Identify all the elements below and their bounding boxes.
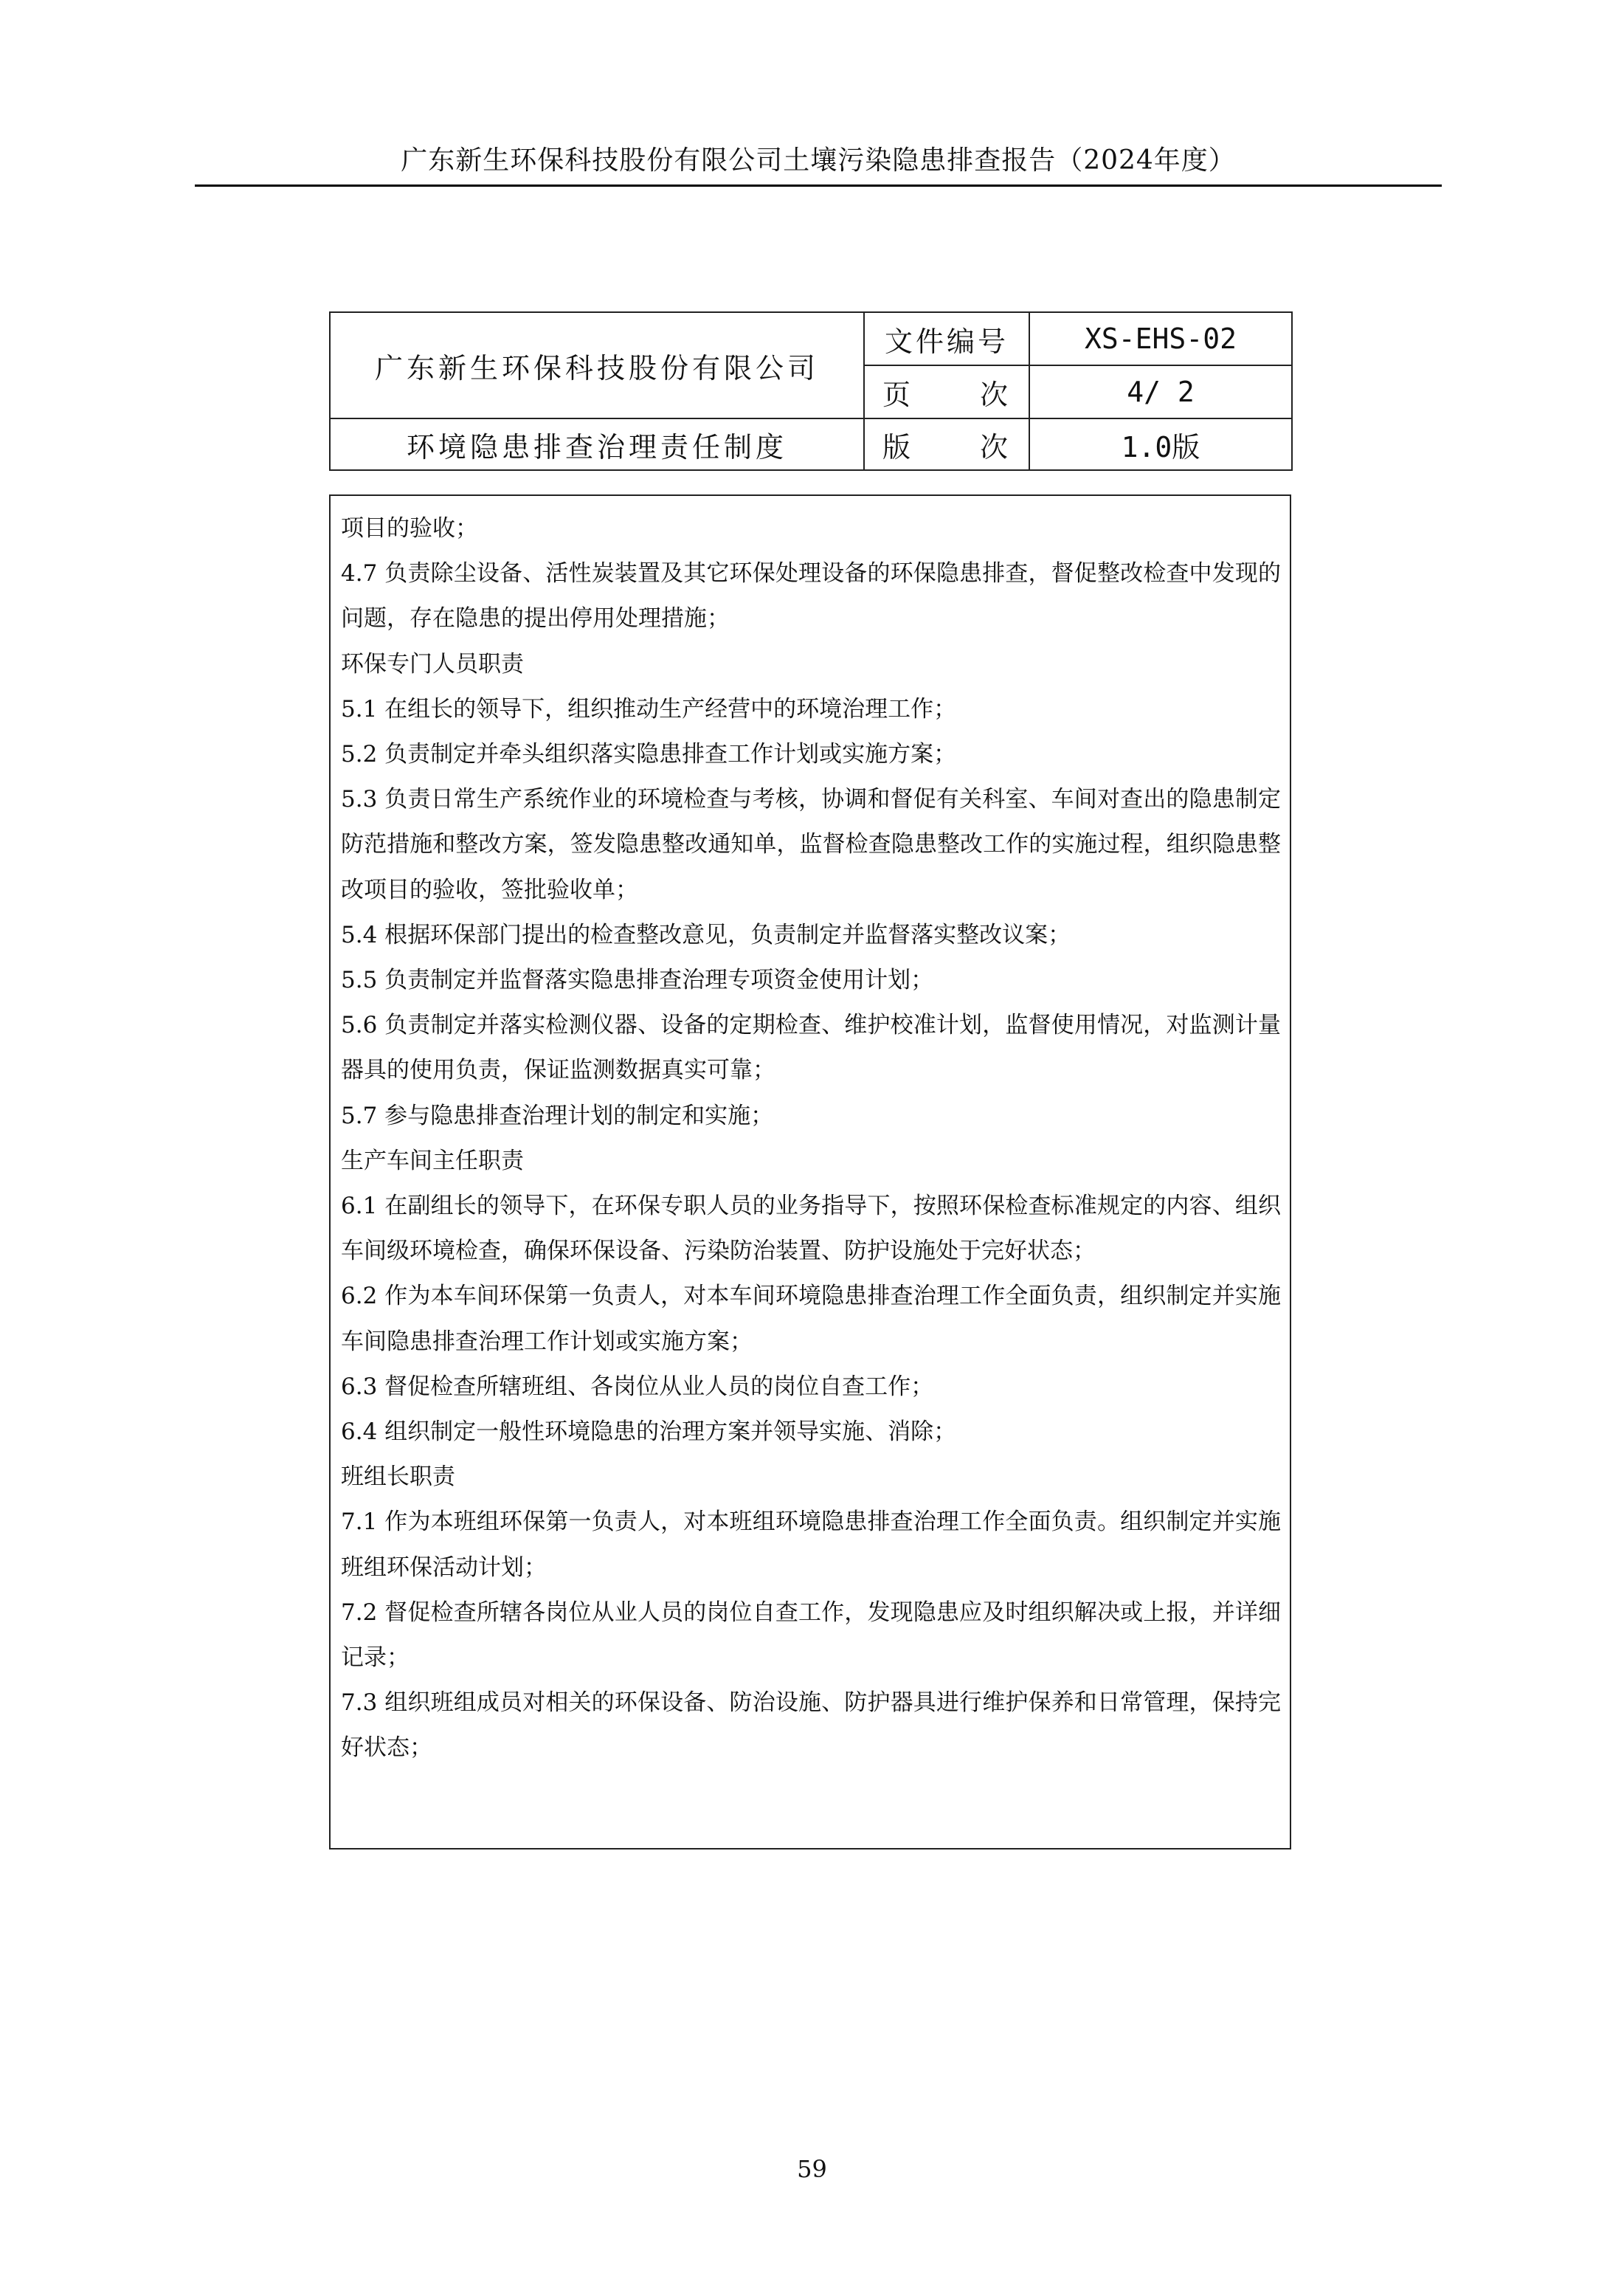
content-paragraph: 6.4 组织制定一般性环境隐患的治理方案并领导实施、消除； xyxy=(341,1418,957,1446)
content-paragraph: 7.2 督促检查所辖各岗位从业人员的岗位自查工作，发现隐患应及时组织解决或上报，并详细记录； xyxy=(341,1599,1281,1672)
content-paragraph: 5.7 参与隐患排查治理计划的制定和实施； xyxy=(341,1102,774,1129)
content-paragraph: 5.2 负责制定并牵头组织落实隐患排查工作计划或实施方案； xyxy=(341,741,957,768)
content-paragraph: 5.4 根据环保部门提出的检查整改意见，负责制定并监督落实整改议案； xyxy=(341,921,1071,948)
content-paragraph: 7.3 组织班组成员对相关的环保设备、防治设施、防护器具进行维护保养和日常管理，保持完好状态； xyxy=(341,1689,1281,1762)
version-label-part-a: 版 xyxy=(882,430,914,463)
document-title-cell: 环境隐患排查治理责任制度 xyxy=(330,418,864,470)
version-value: 1.0版 xyxy=(1029,418,1292,470)
content-paragraph: 6.3 督促检查所辖班组、各岗位从业人员的岗位自查工作； xyxy=(341,1373,934,1400)
content-paragraph: 6.1 在副组长的领导下，在环保专职人员的业务指导下，按照环保检查标准规定的内容、组织车间级环境检查，确保环保设备、污染防治装置、防护设施处于完好状态； xyxy=(341,1193,1281,1265)
page-value: 4/ 2 xyxy=(1029,365,1292,418)
document-info-table xyxy=(329,311,1293,471)
header-rule xyxy=(195,185,1442,187)
content-paragraph: 项目的验收； xyxy=(341,515,478,542)
version-label xyxy=(864,418,1029,470)
section-heading: 班组长职责 xyxy=(341,1464,455,1491)
page-label-part-a: 页 xyxy=(882,378,914,411)
section-heading: 环保专门人员职责 xyxy=(341,650,524,678)
content-paragraph: 7.1 作为本班组环保第一负责人，对本班组环境隐患排查治理工作全面负责。组织制定并实施班组环保活动计划； xyxy=(341,1509,1281,1581)
content-paragraph: 4.7 负责除尘设备、活性炭装置及其它环保处理设备的环保隐患排查，督促整改检查中发现的问题，存在隐患的提出停用处理措施； xyxy=(341,560,1281,632)
content-paragraph: 5.6 负责制定并落实检测仪器、设备的定期检查、维护校准计划，监督使用情况，对监测计量器具的使用负责，保证监测数据真实可靠； xyxy=(341,1012,1281,1084)
content-paragraph: 5.5 负责制定并监督落实隐患排查治理专项资金使用计划； xyxy=(341,967,934,994)
doc-number-label: 文件编号 xyxy=(864,312,1029,365)
doc-number-value: XS-EHS-02 xyxy=(1029,312,1292,365)
content-paragraph: 6.2 作为本车间环保第一负责人，对本车间环境隐患排查治理工作全面负责，组织制定并实施车间隐患排查治理工作计划或实施方案； xyxy=(341,1283,1281,1355)
content-box xyxy=(329,494,1291,1849)
page-label-part-b: 次 xyxy=(979,378,1011,411)
version-label-part-b: 次 xyxy=(979,430,1011,463)
section-heading: 生产车间主任职责 xyxy=(341,1147,524,1174)
content-paragraph: 5.1 在组长的领导下，组织推动生产经营中的环境治理工作； xyxy=(341,695,957,723)
page-header-title: 广东新生环保科技股份有限公司土壤污染隐患排查报告（2024年度） xyxy=(401,145,1236,176)
content-paragraph: 5.3 负责日常生产系统作业的环境检查与考核，协调和督促有关科室、车间对查出的隐患制定防范措施和整改方案，签发隐患整改通知单，监督检查隐患整改工作的实施过程，组织隐患整改项目的验收，签批验收单； xyxy=(341,786,1281,903)
page-label xyxy=(864,365,1029,418)
page-number: 59 xyxy=(797,2155,827,2183)
company-name-cell: 广东新生环保科技股份有限公司 xyxy=(330,312,864,418)
